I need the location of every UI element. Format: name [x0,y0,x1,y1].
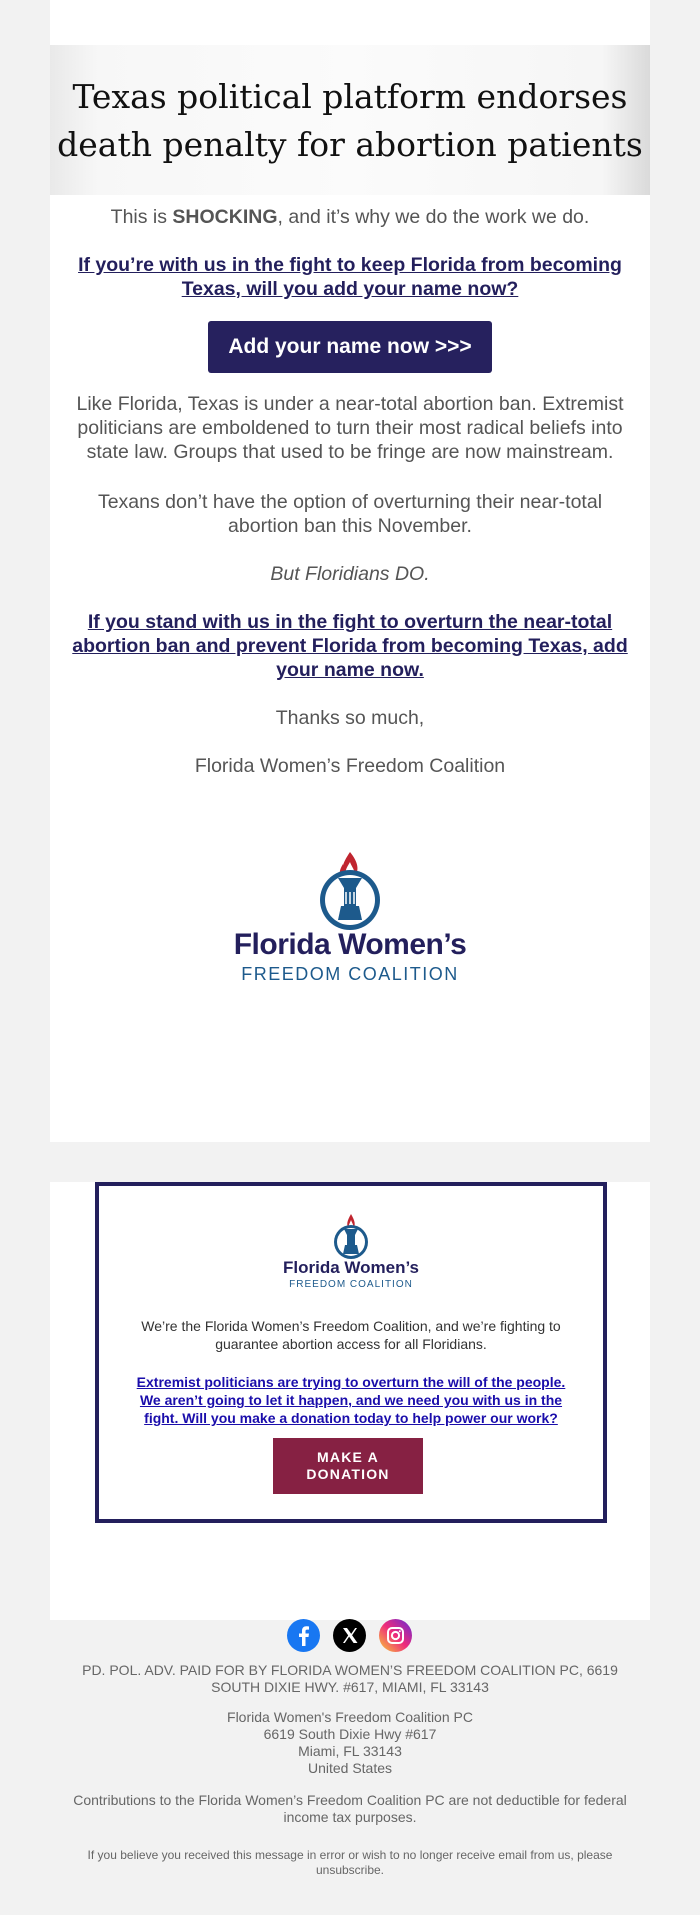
mailing-address: Florida Women's Freedom Coalition PC 6619 South Dixie Hwy #617 Miami, FL 33143 United States [227,1709,473,1776]
add-name-link-1[interactable]: If you’re with us in the fight to keep Florida from becoming Texas, will you add your name now? [78,254,622,300]
torch-emblem-small-icon [271,1212,431,1262]
thanks-text: Thanks so much, [275,707,425,729]
torch-emblem-icon [210,848,490,936]
intro-text: This is SHOCKING, and it’s why we do the work we do. [110,206,590,228]
header-banner [50,45,650,195]
logo-title: Florida Women’s [233,928,467,961]
about-text: We’re the Florida Women’s Freedom Coalition, and we’re fighting to guarantee abortion access for all Floridians. [141,1318,561,1352]
add-name-button[interactable]: Add your name now >>> [208,321,492,373]
logo-subtitle: FREEDOM COALITION [241,964,459,984]
paragraph-texas-ban: Like Florida, Texas is under a near-total abortion ban. Extremist politicians are emboldened to turn their most radical beliefs into state law. Groups that used to be fringe are now mainstream. [76,393,624,463]
signature-text: Florida Women’s Freedom Coalition [194,755,506,777]
page-title: Texas political platform endorses death penalty for abortion patients [57,77,643,164]
paragraph-floridians: But Floridians DO. [270,563,430,585]
logo [210,848,490,984]
logo-small-title: Florida Women’s [282,1258,420,1277]
donation-box [95,1182,607,1523]
paid-for-disclaimer: PD. POL. ADV. PAID FOR BY FLORIDA WOMEN’S FREEDOM COALITION PC, 6619 SOUTH DIXIE HWY. #617, MIAMI, FL 33143 [82,1662,618,1695]
x-icon[interactable] [333,1619,366,1652]
donation-card [50,1182,650,1620]
unsubscribe-text[interactable]: If you believe you received this message in error or wish to no longer receive email from us, please unsubscribe. [87,1848,613,1877]
logo-small [271,1212,431,1292]
paragraph-texans-option: Texans don’t have the option of overturning their near-total abortion ban this November. [97,491,603,537]
make-donation-button[interactable]: MAKE A DONATION [273,1438,423,1494]
donation-appeal-link[interactable]: Extremist politicians are trying to overturn the will of the people. We aren’t going to let it happen, and we need you with us in the fight. Will you make a donation today to help power our work? [136,1374,566,1426]
add-name-link-2[interactable]: If you stand with us in the fight to overturn the near-total abortion ban and prevent Florida from becoming Texas, add your name now. [72,611,628,681]
logo-small-subtitle: FREEDOM COALITION [289,1279,413,1290]
email-main-card [50,0,650,1142]
facebook-icon[interactable] [287,1619,320,1652]
tax-disclaimer: Contributions to the Florida Women’s Freedom Coalition PC are not deductible for federal income tax purposes. [73,1792,627,1825]
instagram-icon[interactable] [379,1619,412,1652]
